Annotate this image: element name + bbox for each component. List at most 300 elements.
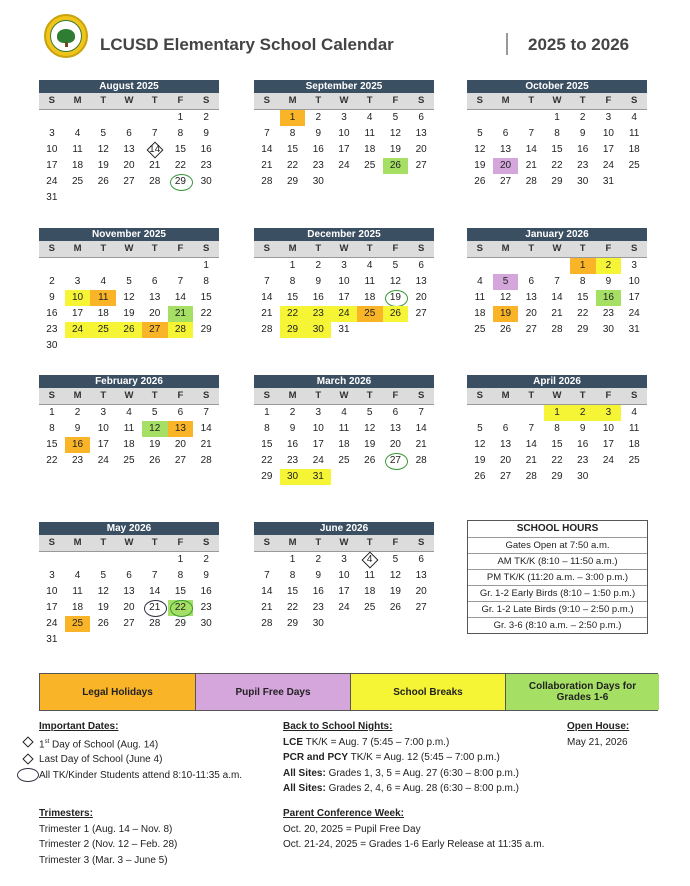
day-cell: 6	[418, 112, 424, 123]
weekday-label: W	[124, 390, 134, 401]
day-cell: 4	[366, 260, 373, 271]
week-row	[39, 142, 219, 158]
week-row	[39, 338, 219, 354]
day-cell: 25	[90, 322, 116, 338]
day-cell: 10	[46, 586, 58, 597]
day-cell: 13	[415, 570, 427, 581]
day-cell: 7	[203, 407, 209, 418]
empty-cell	[408, 616, 434, 632]
day-cell: 13	[415, 128, 427, 139]
day-cell: 2	[579, 112, 586, 123]
weekday-label: W	[339, 390, 349, 401]
day-cell: 12	[123, 292, 135, 303]
day-cell: 10	[602, 423, 614, 434]
month-calendar	[467, 80, 647, 190]
tk-note: All TK/Kinder Students attend 8:10-11:35 a.m.	[39, 768, 269, 784]
bts-line: All Sites: Grades 1, 3, 5 = Aug. 27 (6:30 – 8:00 p.m.)	[283, 767, 519, 779]
day-cell: 5	[392, 112, 399, 123]
empty-cell	[357, 469, 383, 485]
day-cell: 24	[602, 455, 614, 466]
weekday-label: M	[73, 95, 82, 106]
day-cell: 4	[126, 407, 132, 418]
day-cell: 19	[123, 308, 135, 319]
day-cell: 28	[525, 176, 537, 187]
day-cell: 6	[177, 407, 184, 418]
empty-cell	[168, 190, 194, 206]
day-cell: 27	[415, 602, 427, 613]
day-cell: 9	[579, 423, 586, 434]
day-cell: 24	[65, 322, 91, 338]
weekday-label: W	[124, 95, 134, 106]
day-cell: 29	[577, 324, 589, 335]
week-row	[254, 552, 434, 568]
hours-row: AM TK/K (8:10 – 11:50 a.m.)	[468, 553, 647, 569]
day-cell: 25	[357, 306, 383, 322]
empty-cell	[142, 258, 168, 274]
empty-cell	[193, 190, 219, 206]
day-cell: 28	[261, 176, 273, 187]
day-cell: 10	[312, 423, 324, 434]
day-cell: 29	[280, 322, 306, 338]
week-row	[467, 274, 647, 290]
day-cell: 9	[289, 423, 296, 434]
day-cell: 29	[168, 174, 194, 190]
week-row	[254, 469, 434, 485]
weekday-label: F	[605, 95, 612, 106]
empty-cell	[383, 616, 409, 632]
weekday-label: F	[392, 243, 399, 254]
district-logo	[44, 14, 88, 58]
day-cell: 31	[46, 192, 58, 203]
day-cell: 5	[392, 260, 399, 271]
day-cell: 25	[123, 455, 135, 466]
day-cell: 17	[338, 292, 350, 303]
day-cell: 7	[151, 570, 158, 581]
day-cell: 18	[364, 586, 376, 597]
weekday-label: M	[288, 390, 297, 401]
day-cell: 28	[261, 618, 273, 629]
day-cell: 15	[174, 144, 186, 155]
empty-cell	[90, 338, 116, 354]
day-cell: 24	[338, 160, 350, 171]
empty-cell	[331, 616, 357, 632]
empty-cell	[193, 338, 219, 354]
day-cell: 25	[474, 324, 486, 335]
day-cell: 17	[602, 439, 614, 450]
empty-cell	[254, 258, 280, 274]
weekday-label: S	[630, 243, 638, 254]
week-row	[467, 322, 647, 338]
empty-cell	[65, 110, 91, 126]
day-cell: 6	[418, 260, 424, 271]
day-cell: 12	[389, 570, 401, 581]
bts-line: LCE TK/K = Aug. 7 (5:45 – 7:00 p.m.)	[283, 736, 450, 748]
weekday-label: T	[528, 243, 535, 254]
day-cell: 30	[602, 324, 614, 335]
day-cell: 12	[500, 292, 512, 303]
day-cell: 12	[142, 421, 168, 437]
weekday-label: T	[366, 390, 373, 401]
day-cell: 8	[554, 423, 560, 434]
empty-cell	[116, 338, 142, 354]
day-cell: 3	[341, 260, 347, 271]
day-cell: 14	[525, 439, 537, 450]
parent-conference	[283, 806, 583, 853]
day-cell: 7	[264, 276, 270, 287]
empty-cell	[621, 469, 647, 485]
day-cell: 23	[577, 160, 589, 171]
month-title: February 2026	[39, 375, 219, 388]
empty-cell	[331, 174, 357, 190]
day-cell: 11	[474, 292, 486, 303]
open-house	[567, 719, 667, 750]
weekday-label: S	[417, 390, 425, 401]
day-cell: 3	[74, 276, 81, 287]
day-cell: 13	[149, 292, 161, 303]
month-calendar	[467, 375, 647, 485]
day-cell: 17	[46, 602, 58, 613]
day-cell: 4	[341, 407, 347, 418]
week-row	[39, 158, 219, 174]
weekday-label: F	[177, 537, 184, 548]
week-row	[254, 421, 434, 437]
day-cell: 31	[46, 634, 58, 645]
day-cell: 16	[200, 586, 212, 597]
day-cell: 2	[49, 276, 55, 287]
day-cell: 7	[264, 128, 270, 139]
empty-cell	[254, 552, 280, 568]
day-cell: 24	[46, 176, 58, 187]
day-cell: 29	[287, 176, 299, 187]
day-cell: 6	[392, 407, 399, 418]
weekday-label: S	[630, 390, 638, 401]
empty-cell	[90, 632, 116, 648]
day-cell: 8	[177, 570, 184, 581]
important-dates-title: Important Dates:	[39, 721, 119, 732]
week-row	[254, 110, 434, 126]
day-cell: 5	[126, 276, 132, 287]
day-cell: 14	[149, 586, 161, 597]
weekday-label: W	[552, 95, 562, 106]
weekday-label: S	[48, 243, 56, 254]
weekday-label: T	[528, 95, 535, 106]
weekday-label: T	[100, 95, 107, 106]
day-cell: 18	[338, 439, 350, 450]
empty-cell	[383, 174, 409, 190]
weekday-label: M	[288, 537, 297, 548]
empty-cell	[142, 338, 168, 354]
week-row	[39, 552, 219, 568]
day-cell: 4	[477, 276, 483, 287]
month-calendar	[39, 375, 219, 469]
week-row	[39, 437, 219, 453]
day-cell: 8	[264, 423, 270, 434]
open-house-date: May 21, 2026	[567, 736, 628, 748]
week-row	[254, 174, 434, 190]
weekday-label: S	[476, 243, 484, 254]
day-cell: 13	[525, 292, 537, 303]
school-hours-box	[467, 520, 648, 634]
page-title: LCUSD Elementary School Calendar	[100, 35, 394, 54]
month-calendar	[39, 80, 219, 206]
week-row	[254, 437, 434, 453]
day-cell: 2	[74, 407, 81, 418]
day-cell: 26	[474, 176, 486, 187]
day-cell: 15	[551, 439, 563, 450]
day-cell: 30	[312, 176, 324, 187]
weekday-label: S	[263, 95, 271, 106]
month-title: May 2026	[39, 522, 219, 535]
weekday-label: W	[552, 243, 562, 254]
diamond-icon	[22, 754, 33, 765]
week-row	[254, 616, 434, 632]
empty-cell	[383, 469, 409, 485]
day-cell: 4	[366, 112, 373, 123]
day-cell: 13	[168, 421, 194, 437]
day-cell: 1	[203, 260, 209, 271]
weekday-header	[39, 93, 219, 109]
day-cell: 7	[528, 128, 535, 139]
weekday-header	[39, 388, 219, 404]
day-cell: 1	[554, 112, 560, 123]
diamond-icon	[22, 736, 33, 747]
week-row	[254, 274, 434, 290]
day-cell: 21	[261, 602, 273, 613]
day-cell: 19	[493, 306, 519, 322]
day-cell: 14	[551, 292, 563, 303]
day-cell: 20	[493, 158, 519, 174]
week-row	[467, 110, 647, 126]
day-cell: 17	[312, 439, 324, 450]
weekday-label: S	[48, 390, 56, 401]
conference-line: Oct. 21-24, 2025 = Grades 1-6 Early Release at 11:35 a.m.	[283, 839, 545, 850]
day-cell: 10	[628, 276, 640, 287]
day-cell: 4	[631, 112, 637, 123]
hours-row: Gates Open at 7:50 a.m.	[468, 537, 647, 553]
day-cell: 6	[126, 570, 132, 581]
school-hours-title: SCHOOL HOURS	[516, 523, 599, 534]
day-cell: 7	[151, 128, 158, 139]
day-cell: 27	[525, 324, 537, 335]
day-cell: 18	[72, 602, 84, 613]
day-cell: 19	[383, 290, 409, 306]
day-cell: 20	[123, 160, 135, 171]
week-row	[254, 322, 434, 338]
week-row	[254, 453, 434, 469]
weekday-label: T	[151, 390, 158, 401]
day-cell: 25	[72, 176, 84, 187]
day-cell: 24	[338, 602, 350, 613]
week-row	[39, 126, 219, 142]
day-cell: 11	[90, 290, 116, 306]
weekday-label: F	[605, 390, 612, 401]
day-cell: 15	[46, 439, 58, 450]
weekday-label: S	[202, 243, 210, 254]
weekday-label: T	[151, 243, 158, 254]
day-cell: 22	[551, 455, 563, 466]
day-cell: 15	[287, 292, 299, 303]
empty-cell	[90, 110, 116, 126]
day-cell: 18	[123, 439, 135, 450]
weekday-label: F	[392, 95, 399, 106]
weekday-label: M	[288, 243, 297, 254]
day-cell: 8	[289, 570, 296, 581]
day-cell: 10	[602, 128, 614, 139]
day-cell: 29	[551, 471, 563, 482]
day-cell: 11	[364, 128, 375, 139]
weekday-label: S	[417, 537, 425, 548]
weekday-label: T	[100, 537, 107, 548]
day-cell: 24	[331, 306, 357, 322]
month-calendar	[254, 522, 434, 632]
day-cell: 5	[100, 128, 107, 139]
day-cell: 22	[287, 160, 299, 171]
day-cell: 28	[149, 618, 161, 629]
day-cell: 1	[289, 260, 296, 271]
day-cell: 14	[261, 586, 273, 597]
day-cell: 17	[602, 144, 614, 155]
empty-cell	[168, 338, 194, 354]
day-cell: 21	[551, 308, 563, 319]
day-cell: 21	[149, 160, 161, 171]
day-cell: 10	[65, 290, 91, 306]
week-row	[39, 306, 219, 322]
day-cell: 26	[474, 471, 486, 482]
day-cell: 26	[149, 455, 161, 466]
weekday-label: S	[263, 537, 271, 548]
day-cell: 1	[570, 258, 596, 274]
day-cell: 3	[49, 570, 55, 581]
month-title: November 2025	[39, 228, 219, 241]
week-row	[467, 158, 647, 174]
empty-cell	[168, 258, 194, 274]
day-cell: 23	[577, 455, 589, 466]
day-cell: 22	[200, 308, 212, 319]
weekday-label: T	[100, 390, 107, 401]
day-cell: 24	[97, 455, 109, 466]
weekday-label: M	[288, 95, 297, 106]
trimester-line: Trimester 1 (Aug. 14 – Nov. 8)	[39, 823, 173, 835]
day-cell: 25	[628, 160, 640, 171]
month-title: September 2025	[254, 80, 434, 93]
day-cell: 27	[123, 618, 135, 629]
day-cell: 20	[174, 439, 186, 450]
day-cell: 20	[415, 292, 427, 303]
week-row	[467, 306, 647, 322]
weekday-label: S	[476, 95, 484, 106]
trimester-line: Trimester 2 (Nov. 12 – Feb. 28)	[39, 839, 178, 850]
day-cell: 1	[264, 407, 270, 418]
day-cell: 23	[46, 324, 58, 335]
day-cell: 15	[200, 292, 212, 303]
day-cell: 7	[528, 423, 535, 434]
empty-cell	[142, 190, 168, 206]
day-cell: 18	[364, 144, 376, 155]
day-cell: 4	[357, 552, 383, 568]
day-cell: 23	[602, 308, 614, 319]
week-row	[39, 290, 219, 306]
weekday-header	[254, 241, 434, 257]
day-cell: 24	[46, 618, 58, 629]
day-cell: 16	[312, 144, 324, 155]
weekday-label: M	[501, 243, 510, 254]
day-cell: 12	[474, 439, 486, 450]
week-row	[39, 405, 219, 421]
day-cell: 28	[551, 324, 563, 335]
day-cell: 22	[168, 600, 194, 616]
weekday-label: S	[630, 95, 638, 106]
day-cell: 27	[142, 322, 168, 338]
day-cell: 21	[200, 439, 212, 450]
empty-cell	[408, 174, 434, 190]
day-cell: 6	[418, 554, 424, 565]
day-cell: 3	[631, 260, 637, 271]
day-cell: 15	[551, 144, 563, 155]
day-cell: 24	[602, 160, 614, 171]
weekday-label: F	[605, 243, 612, 254]
empty-cell	[518, 258, 544, 274]
hours-row: PM TK/K (11:20 a.m. – 3:00 p.m.)	[468, 569, 647, 585]
weekday-label: S	[48, 537, 56, 548]
empty-cell	[493, 258, 519, 274]
hours-row: Gr. 1-2 Early Birds (8:10 – 1:50 p.m.)	[468, 585, 647, 601]
day-cell: 26	[500, 324, 512, 335]
weekday-header	[467, 241, 647, 257]
day-cell: 9	[605, 276, 612, 287]
day-cell: 30	[46, 340, 58, 351]
week-row	[467, 258, 647, 274]
week-row	[467, 126, 647, 142]
day-cell: 27	[415, 308, 427, 319]
day-cell: 10	[338, 128, 350, 139]
trimesters	[39, 806, 269, 868]
empty-cell	[142, 110, 168, 126]
day-cell: 21	[168, 306, 194, 322]
day-cell: 28	[200, 455, 212, 466]
empty-cell	[116, 190, 142, 206]
weekday-label: T	[366, 537, 373, 548]
day-cell: 13	[415, 276, 427, 287]
week-row	[254, 568, 434, 584]
empty-cell	[467, 405, 493, 421]
day-cell: 17	[72, 308, 84, 319]
empty-cell	[116, 110, 142, 126]
empty-cell	[544, 258, 570, 274]
weekday-label: M	[73, 243, 82, 254]
empty-cell	[193, 632, 219, 648]
week-row	[254, 600, 434, 616]
empty-cell	[39, 258, 65, 274]
weekday-label: W	[124, 243, 134, 254]
week-row	[467, 453, 647, 469]
day-cell: 19	[474, 455, 486, 466]
day-cell: 7	[264, 570, 270, 581]
day-cell: 9	[315, 276, 322, 287]
weekday-label: T	[579, 243, 586, 254]
day-cell: 13	[123, 586, 135, 597]
bts-line: All Sites: Grades 2, 4, 6 = Aug. 28 (6:30 – 8:00 p.m.)	[283, 783, 519, 794]
day-cell: 14	[174, 292, 186, 303]
week-row	[39, 421, 219, 437]
day-cell: 21	[525, 160, 537, 171]
empty-cell	[596, 469, 622, 485]
month-calendar	[467, 228, 647, 338]
day-cell: 9	[315, 570, 322, 581]
day-cell: 1	[544, 405, 570, 421]
weekday-label: T	[151, 95, 158, 106]
day-cell: 19	[149, 439, 161, 450]
trimester-line: Trimester 3 (Mar. 3 – June 5)	[39, 854, 168, 866]
